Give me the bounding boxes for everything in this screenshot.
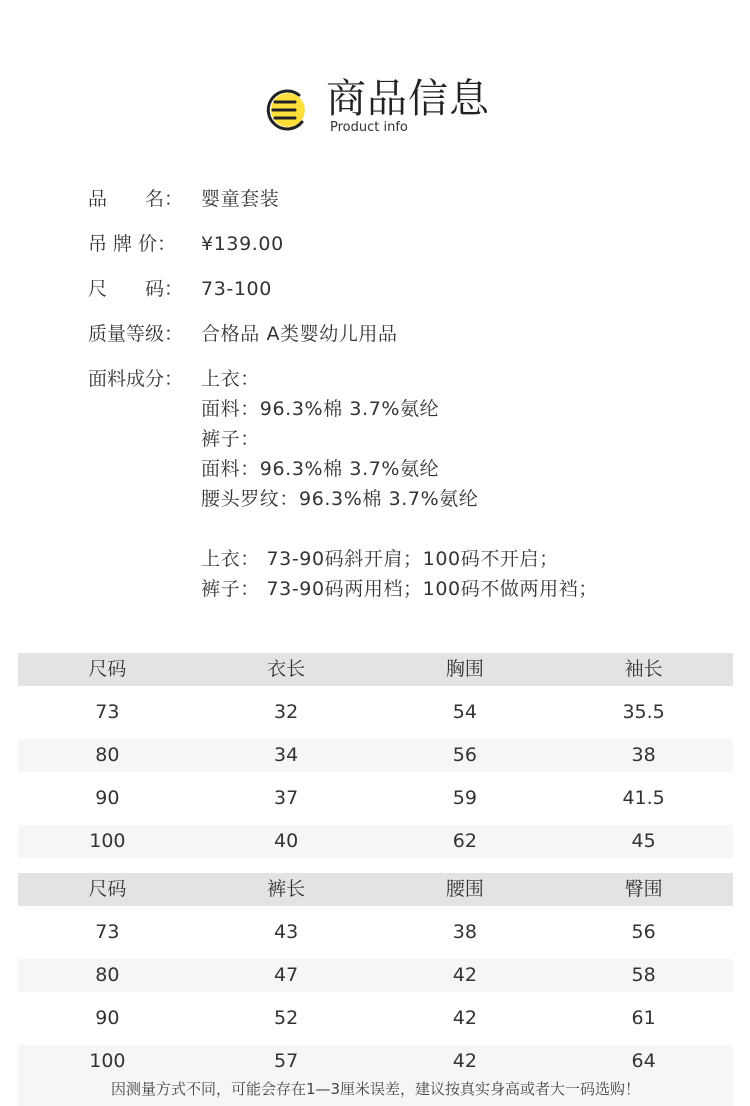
table-cell: 59 — [452, 787, 477, 809]
info-label-fabric: 面料成分： — [88, 368, 184, 390]
table-cell: 32 — [274, 701, 299, 723]
top-size-table — [18, 653, 733, 858]
table-row — [18, 696, 733, 729]
table-cell: 45 — [631, 830, 656, 852]
table-cell: 34 — [274, 744, 299, 766]
bottom-size-table — [18, 873, 733, 1078]
fabric-line: 面料：96.3%棉 3.7%氨纶 — [201, 458, 440, 480]
table-cell: 38 — [452, 921, 477, 943]
table-cell: 90 — [95, 1007, 120, 1029]
table-header-row — [18, 653, 733, 686]
table-cell: 41.5 — [622, 787, 665, 809]
table-row — [18, 959, 733, 992]
info-label-quality: 质量等级： — [88, 323, 184, 345]
table-header-cell: 衣长 — [267, 658, 306, 680]
page-title: 商品信息 — [326, 76, 490, 122]
info-value-price: ¥139.00 — [201, 233, 284, 255]
table-row — [18, 782, 733, 815]
fabric-line: 上衣： — [201, 368, 260, 390]
table-cell: 73 — [95, 701, 120, 723]
table-cell: 37 — [274, 787, 299, 809]
table-cell: 61 — [631, 1007, 656, 1029]
table-cell: 56 — [631, 921, 656, 943]
table-cell: 64 — [631, 1050, 656, 1072]
table-cell: 80 — [95, 744, 120, 766]
table-header-cell: 臀围 — [624, 878, 663, 900]
note-line: 裤子： 73-90码两用档；100码不做两用裆； — [201, 578, 598, 600]
table-cell: 54 — [452, 701, 477, 723]
info-label-name: 品 名： — [88, 188, 184, 210]
table-cell: 58 — [631, 964, 656, 986]
table-row — [18, 916, 733, 949]
table-header-cell: 尺码 — [88, 658, 127, 680]
fabric-composition — [201, 364, 598, 604]
fabric-line: 面料：96.3%棉 3.7%氨纶 — [201, 398, 440, 420]
table-cell: 73 — [95, 921, 120, 943]
table-cell: 52 — [274, 1007, 299, 1029]
table-cell: 47 — [274, 964, 299, 986]
info-value-size: 73-100 — [201, 278, 272, 300]
info-label-price: 吊 牌 价： — [88, 233, 177, 255]
table-header-cell: 胸围 — [445, 658, 484, 680]
document-lines-icon — [262, 86, 310, 134]
table-header-cell: 袖长 — [624, 658, 663, 680]
table-cell: 56 — [452, 744, 477, 766]
table-cell: 38 — [631, 744, 656, 766]
info-value-quality: 合格品 A类婴幼儿用品 — [201, 323, 398, 345]
table-cell: 100 — [89, 1050, 126, 1072]
page-subtitle: Product info — [330, 120, 408, 135]
table-cell: 90 — [95, 787, 120, 809]
table-row — [18, 825, 733, 858]
table-header-row — [18, 873, 733, 906]
table-cell: 42 — [452, 1050, 477, 1072]
table-cell: 57 — [274, 1050, 299, 1072]
info-value-name: 婴童套装 — [201, 188, 280, 210]
table-cell: 42 — [452, 964, 477, 986]
product-info-header — [262, 74, 522, 140]
table-row — [18, 739, 733, 772]
table-cell: 42 — [452, 1007, 477, 1029]
table-header-cell: 腰围 — [445, 878, 484, 900]
fabric-line: 腰头罗纹：96.3%棉 3.7%氨纶 — [201, 488, 479, 510]
note-line: 上衣： 73-90码斜开肩；100码不开启； — [201, 548, 559, 570]
table-header-cell: 尺码 — [88, 878, 127, 900]
table-cell: 80 — [95, 964, 120, 986]
table-header-cell: 裤长 — [267, 878, 306, 900]
table-row — [18, 1002, 733, 1035]
table-cell: 100 — [89, 830, 126, 852]
table-row — [18, 1045, 733, 1078]
table-cell: 62 — [452, 830, 477, 852]
info-label-size: 尺 码： — [88, 278, 184, 300]
table-cell: 35.5 — [622, 701, 665, 723]
table-cell: 40 — [274, 830, 299, 852]
measurement-footnote: 因测量方式不同，可能会存在1—3厘米误差，建议按真实身高或者大一码选购！ — [18, 1076, 733, 1106]
table-cell: 43 — [274, 921, 299, 943]
fabric-line: 裤子： — [201, 428, 260, 450]
